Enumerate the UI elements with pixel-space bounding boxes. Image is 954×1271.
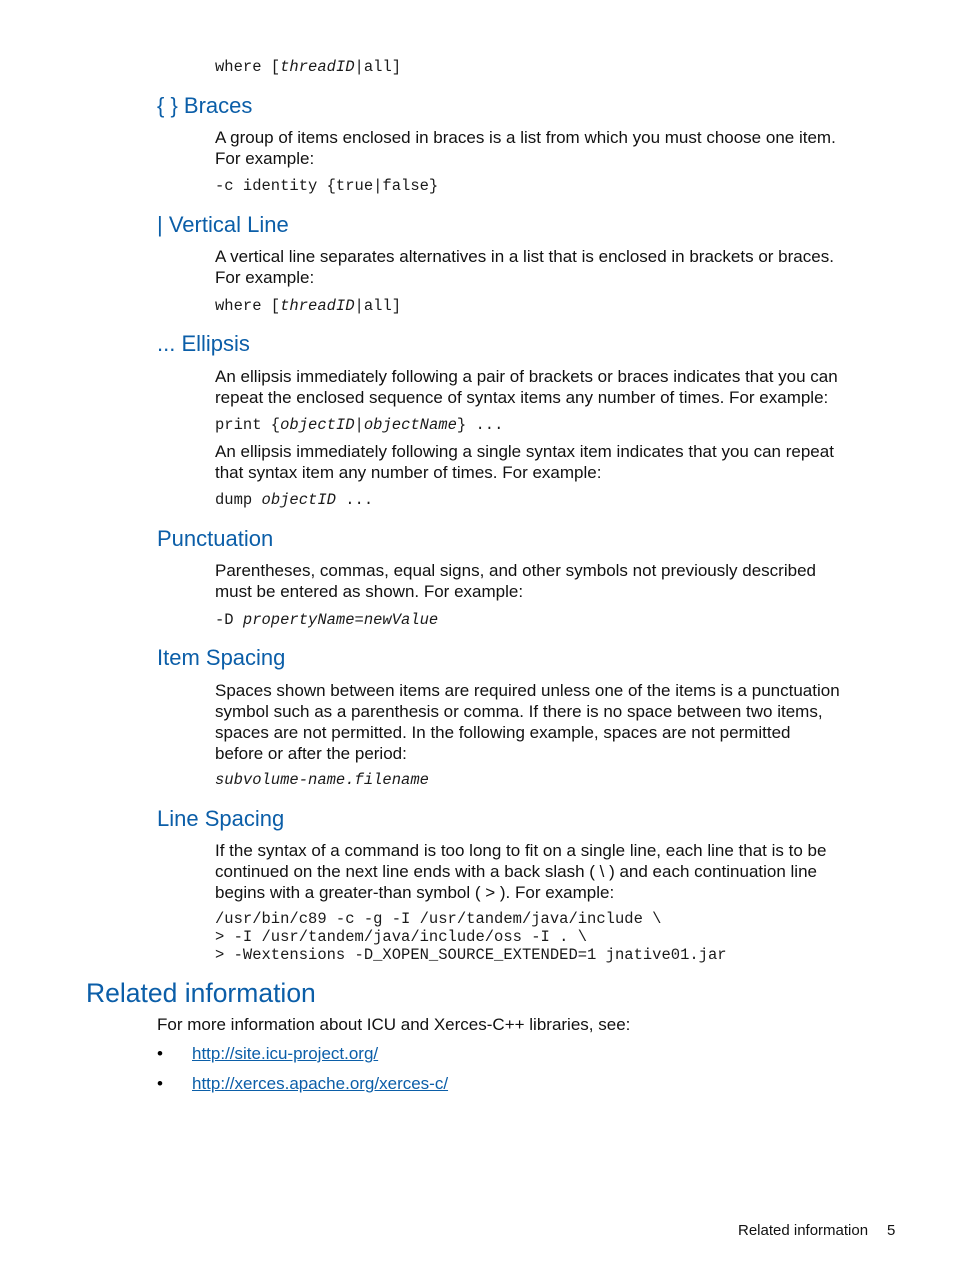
heading-related-information: Related information (86, 978, 316, 1008)
heading-vertical-line: | Vertical Line (157, 212, 289, 237)
code-text: print { (215, 416, 281, 434)
code-placeholder: subvolume-name.filename (215, 771, 429, 789)
code-text: dump (215, 491, 262, 509)
footer-page-number: 5 (887, 1222, 896, 1239)
heading-punctuation: Punctuation (157, 526, 274, 551)
paragraph-punctuation: Parentheses, commas, equal signs, and other symbols not previously described must be entered as shown. For example: (215, 561, 816, 601)
code-text: |all] (354, 297, 402, 315)
code-example-punctuation (215, 611, 438, 629)
code-example-item-spacing (215, 771, 429, 789)
code-placeholder: threadID (280, 58, 355, 76)
code-line: /usr/bin/c89 -c -g -I /usr/tandem/java/include \ (215, 910, 662, 928)
code-text: } ... (456, 416, 504, 434)
paragraph-vertical-line: A vertical line separates alternatives in a list that is enclosed in brackets or braces. For example: (215, 247, 834, 287)
code-example-vertical-line (215, 297, 401, 315)
code-text: where [ (215, 58, 281, 76)
code-line: > -I /usr/tandem/java/include/oss -I . \ (215, 928, 588, 946)
code-text: ... (335, 491, 374, 509)
paragraph-related-information: For more information about ICU and Xerces-C++ libraries, see: (157, 1015, 631, 1034)
code-example-braces: -c identity {true|false} (215, 177, 439, 195)
code-text: where [ (215, 297, 281, 315)
paragraph-ellipsis-1: An ellipsis immediately following a pair of brackets or braces indicates that you can repeat the enclosed sequence of syntax items any number of times. For example: (215, 367, 838, 407)
paragraph-line-spacing: If the syntax of a command is too long to fit on a single line, each line that is to be continued on the next line ends with a back slash ( \ ) and each continuation line begins with a greater-than symbol ( > ). For example: (215, 841, 827, 902)
paragraph-ellipsis-2: An ellipsis immediately following a single syntax item indicates that you can repeat that syntax item any number of times. For example: (215, 442, 834, 482)
code-example-threadid (215, 58, 401, 76)
code-placeholder: threadID (280, 297, 355, 315)
heading-item-spacing: Item Spacing (157, 645, 286, 670)
bullet-icon: • (157, 1044, 163, 1063)
code-text: |all] (354, 58, 402, 76)
code-placeholder: objectID (261, 491, 336, 509)
heading-line-spacing: Line Spacing (157, 806, 285, 831)
paragraph-braces: A group of items enclosed in braces is a list from which you must choose one item. For example: (215, 128, 836, 168)
paragraph-item-spacing: Spaces shown between items are required unless one of the items is a punctuation symbol such as a parenthesis or comma. If there is no space between two items, spaces are not permitted. In the following example, spaces are not permitted before or after the period: (215, 681, 840, 763)
code-text: | (354, 416, 364, 434)
link-icu-project[interactable]: http://site.icu-project.org/ (192, 1044, 379, 1063)
code-line: > -Wextensions -D_XOPEN_SOURCE_EXTENDED=1 jnative01.jar (215, 946, 727, 964)
code-example-ellipsis-2 (215, 491, 373, 509)
heading-braces: { } Braces (157, 93, 253, 118)
footer-section-title: Related information (738, 1222, 869, 1239)
code-placeholder: propertyName=newValue (242, 611, 439, 629)
heading-ellipsis: ... Ellipsis (157, 331, 250, 356)
bullet-icon: • (157, 1074, 163, 1093)
code-example-ellipsis-1 (215, 416, 503, 434)
code-example-line-spacing (215, 910, 727, 964)
code-placeholder: objectName (363, 416, 457, 434)
link-xerces[interactable]: http://xerces.apache.org/xerces-c/ (192, 1074, 449, 1093)
code-placeholder: objectID (280, 416, 355, 434)
code-text: -D (215, 611, 243, 629)
